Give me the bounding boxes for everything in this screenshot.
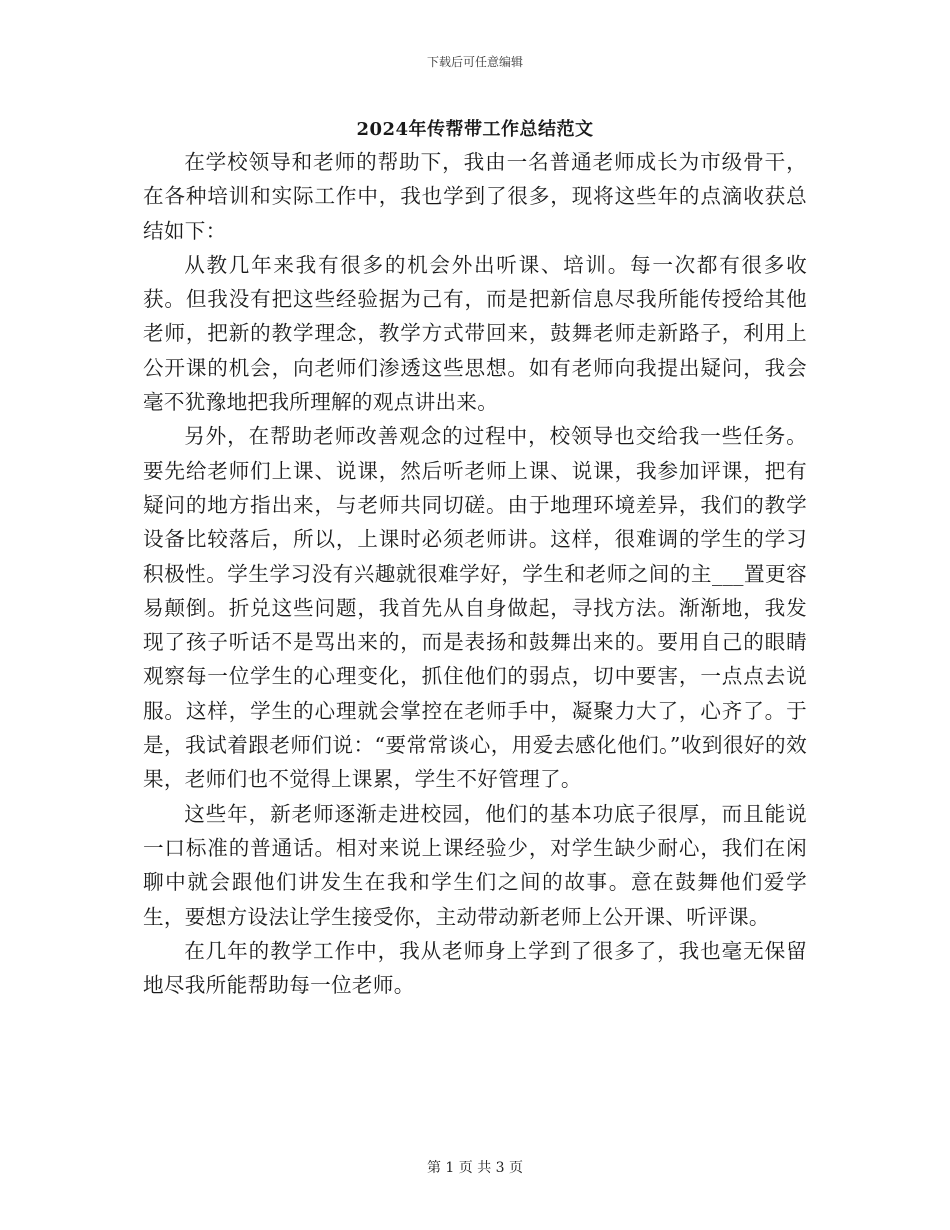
page-indicator: 第 1 页 共 3 页 (426, 1160, 524, 1176)
document-title: 2024年传帮带工作总结范文 (356, 119, 594, 140)
document-body (143, 145, 807, 1002)
paragraph-4: 这些年，新老师逐渐走进校园，他们的基本功底子很厚，而且能说一口标准的普通话。相对来说上课经验少，对学生缺少耐心，我们在闲聊中就会跟他们讲发生在我和学生们之间的故事。意在鼓舞他们爱学生，要想方设法让学生接受你，主动带动新老师上公开课、听评课。 (143, 801, 807, 929)
paragraph-1: 在学校领导和老师的帮助下，我由一名普通老师成长为市级骨干，在各种培训和实际工作中，我也学到了很多，现将这些年的点滴收获总结如下： (143, 150, 807, 243)
paragraph-2: 从教几年来我有很多的机会外出听课、培训。每一次都有很多收获。但我没有把这些经验据为己有，而是把新信息尽我所能传授给其他老师，把新的教学理念，教学方式带回来，鼓舞老师走新路子，利用上公开课的机会，向老师们渗透这些思想。如有老师向我提出疑问，我会毫不犹豫地把我所理解的观点讲出来。 (143, 252, 807, 415)
header-note: 下载后可任意编辑 (426, 55, 523, 69)
paragraph-5: 在几年的教学工作中，我从老师身上学到了很多了，我也毫无保留地尽我所能帮助每一位老师。 (143, 938, 807, 998)
paragraph-3: 另外，在帮助老师改善观念的过程中，校领导也交给我一些任务。要先给老师们上课、说课，然后听老师上课、说课，我参加评课，把有疑问的地方指出来，与老师共同切磋。由于地理环境差异，我们的教学设备比较落后，所以，上课时必须老师讲。这样，很难调的学生的学习积极性。学生学习没有兴趣就很难学好，学生和老师之间的主___置更容易颠倒。折兑这些问题，我首先从自身做起，寻找方法。渐渐地，我发现了孩子听话不是骂出来的，而是表扬和鼓舞出来的。要用自己的眼睛观察每一位学生的心理变化，抓住他们的弱点，切中要害，一点点去说服。这样，学生的心理就会掌控在老师手中，凝聚力大了，心齐了。于是，我试着跟老师们说：“要常常谈心，用爱去感化他们。”收到很好的效果，老师们也不觉得上课累，学生不好管理了。 (143, 424, 807, 792)
